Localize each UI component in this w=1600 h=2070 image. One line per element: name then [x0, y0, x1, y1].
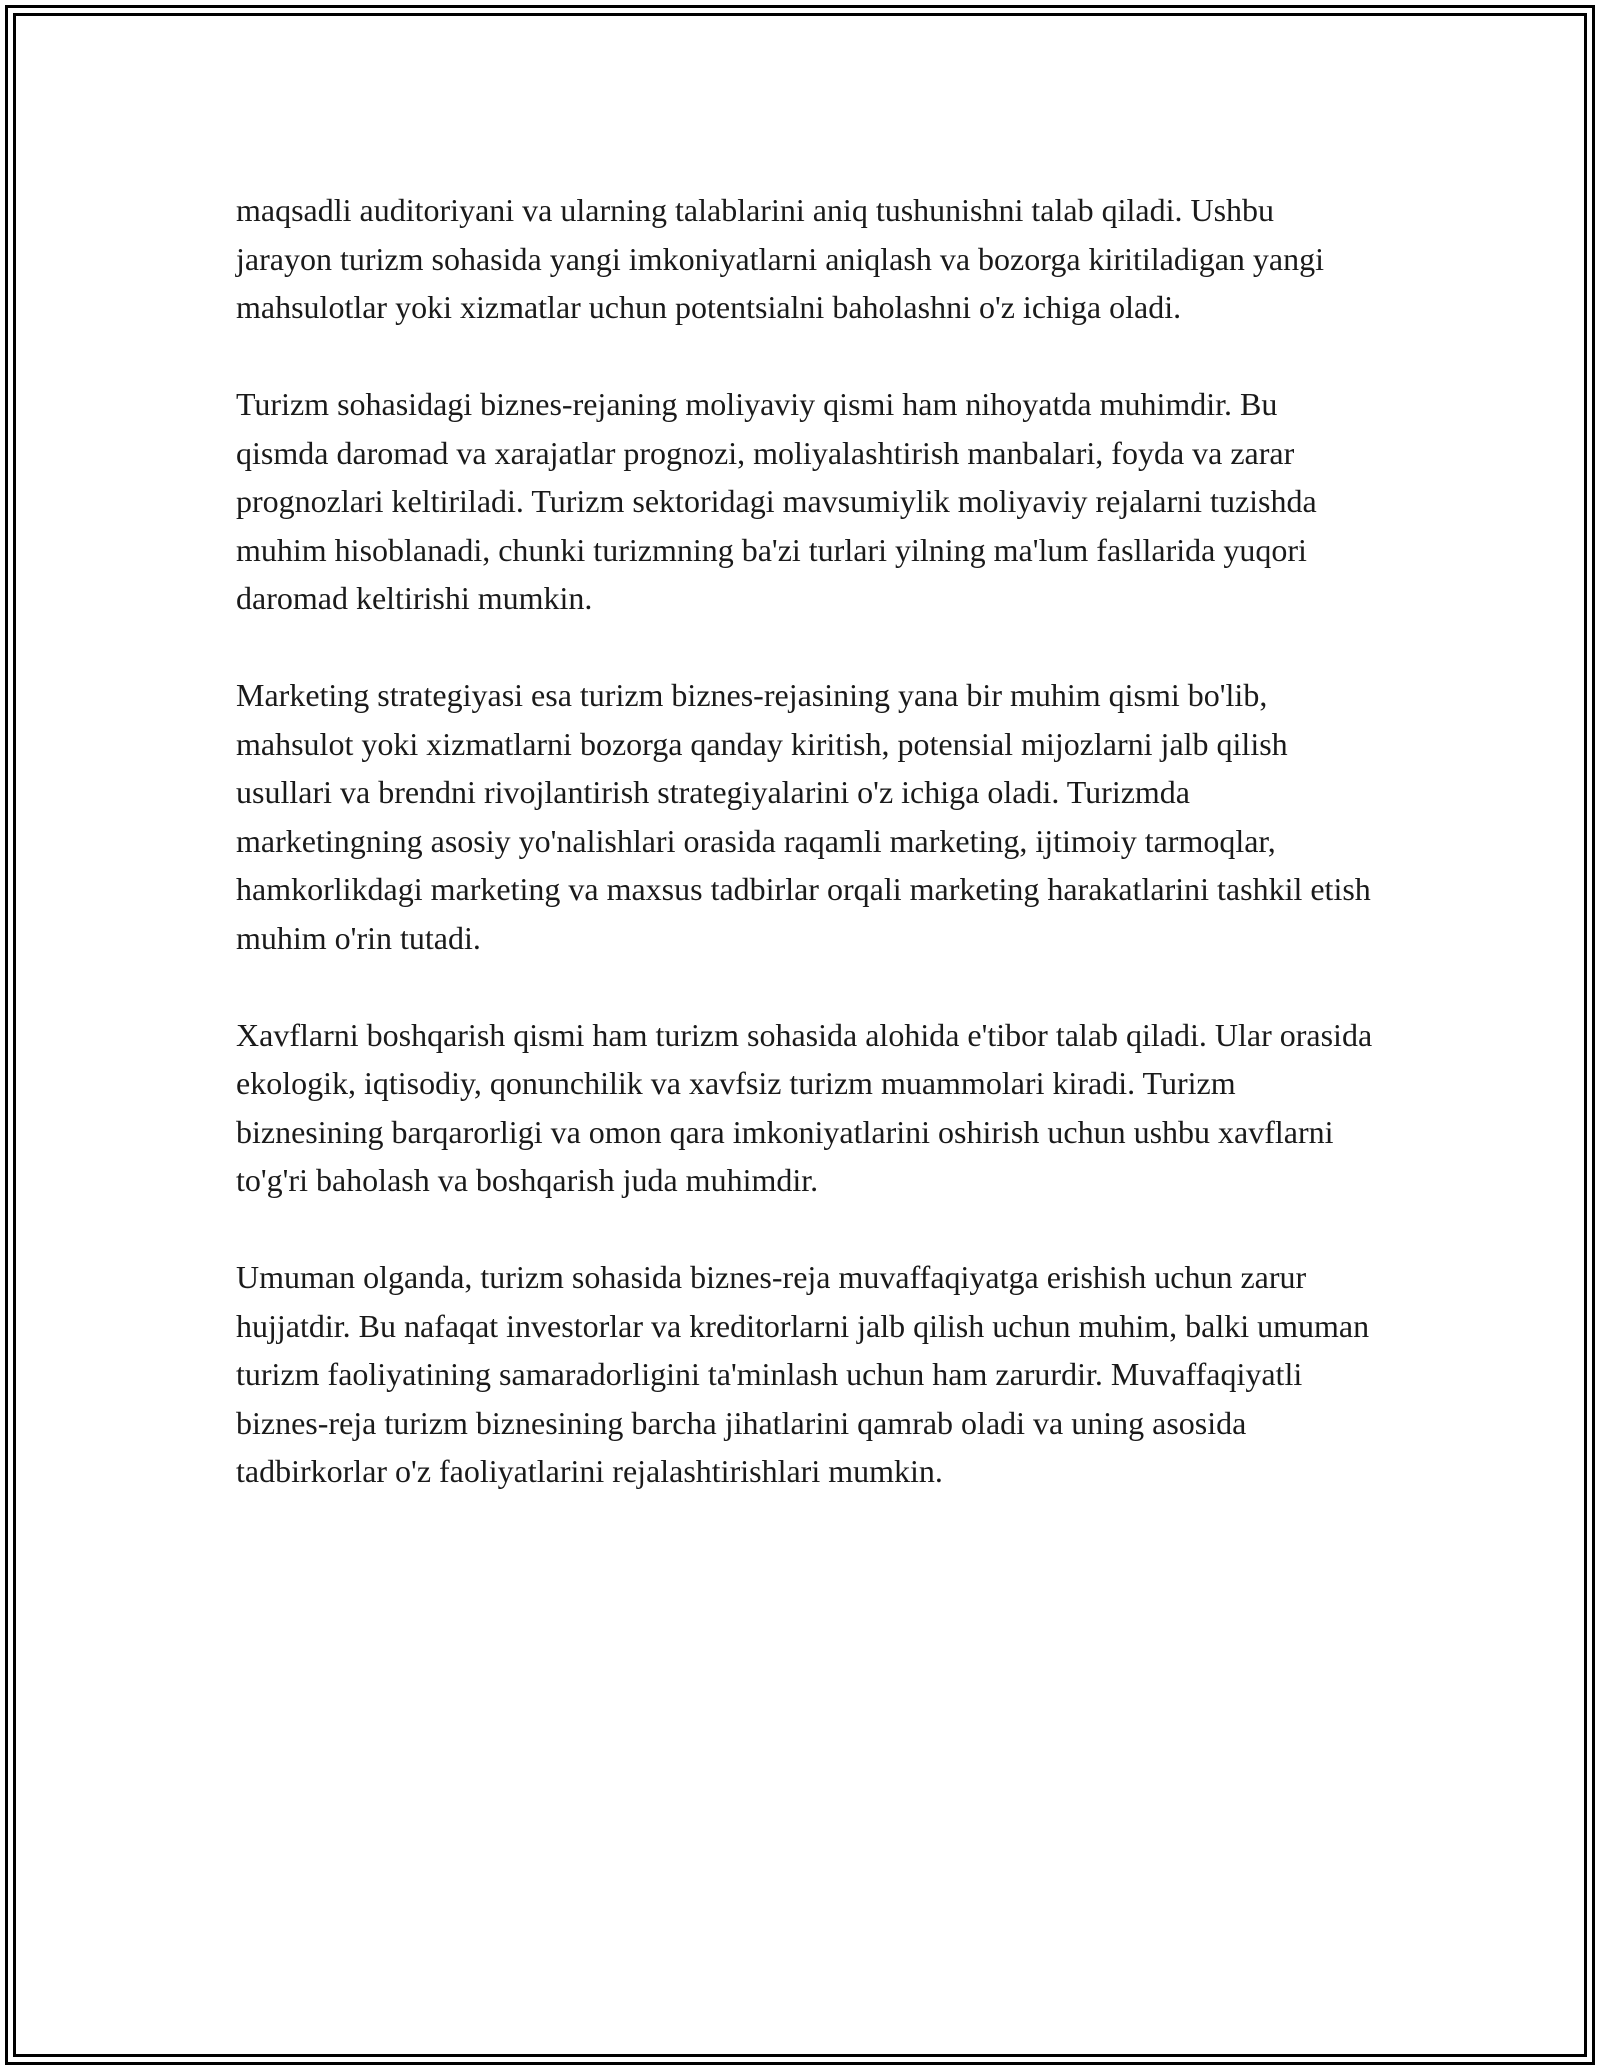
document-body — [236, 186, 1376, 1544]
paragraph-1: maqsadli auditoriyani va ularning talablarini aniq tushunishni talab qiladi. Ushbu jarayon turizm sohasida yangi imkoniyatlarni aniqlash va bozorga kiritiladigan yangi mahsulotlar yoki xizmatlar uchun potentsialni baholashni o'z ichiga oladi. — [236, 192, 1325, 325]
paragraph-5: Umuman olganda, turizm sohasida biznes-reja muvaffaqiyatga erishish uchun zarur hujjatdir. Bu nafaqat investorlar va kreditorlarni jalb qilish uchun muhim, balki umuman turizm faoliyatining samaradorligini ta'minlash uchun ham zarurdir. Muvaffaqiyatli biznes-reja turizm biznesining barcha jihatlarini qamrab oladi va uning asosida tadbirkorlar o'z faoliyatlarini rejalashtirishlari mumkin. — [236, 1259, 1370, 1489]
paragraph-3: Marketing strategiyasi esa turizm biznes-rejasining yana bir muhim qismi bo'lib, mahsulot yoki xizmatlarni bozorga qanday kiritish, potensial mijozlarni jalb qilish usullari va brendni rivojlantirish strategiyalarini o'z ichiga oladi. Turizmda marketingning asosiy yo'nalishlari orasida raqamli marketing, ijtimoiy tarmoqlar, hamkorlikdagi marketing va maxsus tadbirlar orqali marketing harakatlarini tashkil etish muhim o'rin tutadi. — [236, 677, 1371, 956]
paragraph-4: Xavflarni boshqarish qismi ham turizm sohasida alohida e'tibor talab qiladi. Ular orasida ekologik, iqtisodiy, qonunchilik va xavfsiz turizm muammolari kiradi. Turizm biznesining barqarorligi va omon qara imkoniyatlarini oshirish uchun ushbu xavflarni to'g'ri baholash va boshqarish juda muhimdir. — [236, 1016, 1373, 1198]
paragraph-2: Turizm sohasidagi biznes-rejaning moliyaviy qismi ham nihoyatda muhimdir. Bu qismda daromad va xarajatlar prognozi, moliyalashtirish manbalari, foyda va zarar prognozlari keltiriladi. Turizm sektoridagi mavsumiylik moliyaviy rejalarni tuzishda muhim hisoblanadi, chunki turizmning ba'zi turlari yilning ma'lum fasllarida yuqori daromad keltirishi mumkin. — [236, 386, 1317, 616]
